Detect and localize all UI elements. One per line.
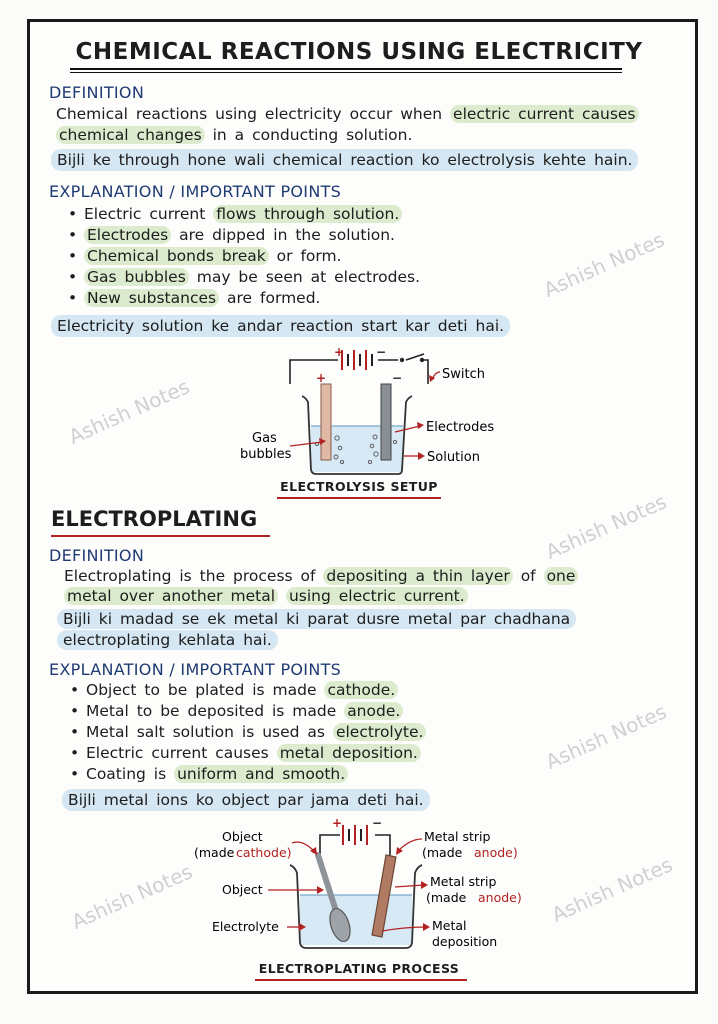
watermark: Ashish Notes — [68, 859, 197, 934]
watermark: Ashish Notes — [540, 227, 669, 302]
list-item: • Metal salt solution is used as electrolyte. — [70, 722, 426, 743]
svg-text:−: − — [392, 371, 403, 385]
list-item: • Metal to be deposited is made anode. — [70, 701, 426, 722]
solution-label: Solution — [427, 450, 480, 465]
svg-text:anode): anode) — [478, 890, 522, 905]
electroplating-diagram — [190, 815, 530, 960]
explanation-label: EXPLANATION / IMPORTANT POINTS — [49, 660, 342, 679]
battery-plus: + — [334, 345, 345, 359]
metal-label: Metal — [432, 918, 467, 933]
electrolyte-label: Electrolyte — [212, 919, 279, 934]
battery-icon — [343, 825, 367, 845]
watermark: Ashish Notes — [65, 374, 194, 449]
caption-underline — [255, 979, 467, 981]
explanation-label: EXPLANATION / IMPORTANT POINTS — [49, 182, 342, 201]
wire-right — [424, 360, 428, 384]
electrolyte — [300, 895, 412, 945]
highlight: electric current causes — [450, 105, 638, 123]
battery-icon — [342, 350, 372, 370]
list-item: • Gas bubbles may be seen at electrodes. — [68, 268, 420, 286]
definition-label: DEFINITION — [49, 83, 145, 102]
electrode-negative — [381, 384, 391, 460]
svg-text:(made: (made — [422, 845, 463, 860]
deposition-label: deposition — [432, 934, 498, 949]
definition-line-2: chemical changes in a conducting solution. — [56, 125, 412, 145]
definition-line-2: metal over another metal using electric current. — [64, 586, 468, 606]
list-item: • Electric current flows through solution. — [68, 204, 420, 225]
caption-underline — [277, 497, 441, 499]
made-label: (made — [194, 845, 235, 860]
hindi-summary: Electricity solution ke andar reaction start kar deti hai. — [51, 315, 510, 337]
section-title-underline — [51, 535, 270, 537]
list-item: • Chemical bonds break or form. — [68, 247, 342, 265]
definition-label: DEFINITION — [49, 546, 145, 565]
bubbles-label: bubbles — [240, 447, 292, 462]
metal-strip-label-2: Metal strip — [430, 874, 497, 889]
highlight: chemical changes — [56, 126, 205, 144]
points-list — [68, 204, 420, 309]
electroplating-caption: ELECTROPLATING PROCESS — [258, 961, 460, 976]
hindi-definition: Bijli ke through hone wali chemical reaction ko electrolysis kehte hain. — [51, 149, 638, 171]
section-title: ELECTROPLATING — [51, 507, 258, 531]
svg-text:−: − — [372, 816, 383, 830]
metal-strip-label: Metal strip — [424, 829, 491, 844]
list-item: • Electrodes are dipped in the solution. — [68, 226, 395, 244]
object-label-2: Object — [222, 882, 263, 897]
electrode-positive — [321, 384, 331, 460]
electrolysis-diagram — [230, 342, 500, 502]
watermark: Ashish Notes — [542, 699, 671, 774]
watermark: Ashish Notes — [542, 489, 671, 564]
watermark: Ashish Notes — [548, 852, 677, 927]
svg-text:(made: (made — [426, 890, 467, 905]
cathode-label: cathode) — [236, 845, 292, 860]
definition-line-1: Chemical reactions using electricity occur when electric current causes — [56, 104, 639, 124]
hindi-summary: Bijli metal ions ko object par jama deti hai. — [62, 789, 430, 811]
title-underline-thin — [70, 72, 622, 73]
points-list — [70, 680, 426, 785]
list-item: • Electric current causes metal deposition. — [70, 743, 426, 764]
list-item: • Coating is uniform and smooth. — [70, 764, 426, 785]
object-label: Object — [222, 829, 263, 844]
list-item: • Object to be plated is made cathode. — [70, 680, 426, 701]
title-underline — [70, 68, 622, 70]
electrodes-label: Electrodes — [426, 420, 495, 435]
hindi-definition: Bijli ki madad se ek metal ki parat dusre metal par chadhana electroplating kehlata hai. — [57, 609, 576, 651]
battery-minus: − — [376, 345, 387, 359]
svg-text:+: + — [316, 371, 327, 385]
gas-label: Gas — [252, 431, 277, 446]
anode-label: anode) — [474, 845, 518, 860]
switch-label: Switch — [442, 367, 485, 382]
page-title: CHEMICAL REACTIONS USING ELECTRICITY — [75, 39, 643, 65]
electrolysis-caption: ELECTROLYSIS SETUP — [280, 479, 438, 494]
list-item: • New substances are formed. — [68, 289, 321, 307]
wire-left — [290, 360, 338, 384]
definition-line-1: Electroplating is the process of depositing a thin layer of one — [64, 566, 578, 586]
svg-text:+: + — [332, 816, 343, 830]
